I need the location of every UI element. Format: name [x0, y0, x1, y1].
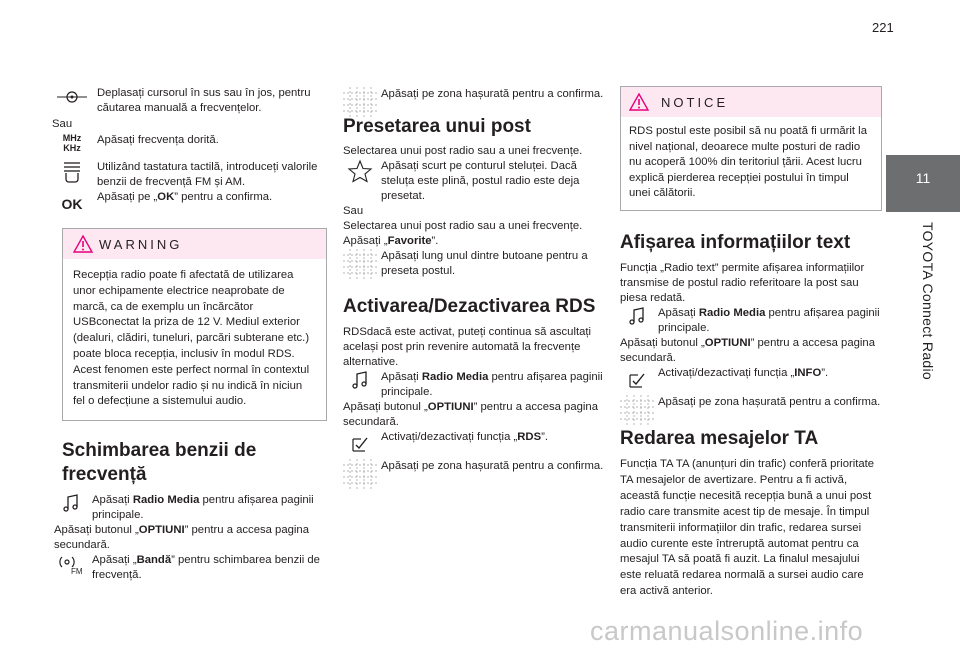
preset-star-text: Apăsați scurt pe conturul steluței. Dacă steluța este plină, postul radio este deja presetat. — [381, 160, 580, 202]
heading-rds: Activarea/Dezactivarea RDS — [343, 296, 596, 317]
band-step-3: Apăsați „Bandă” pentru schimbarea benzii de frecvență. — [92, 554, 320, 582]
rds-step-3: Activați/dezactivați funcția „RDS”. — [381, 431, 549, 443]
info-step-3: Activați/dezactivați funcția „INFO”. — [658, 366, 829, 379]
music-note-icon — [620, 306, 654, 331]
sau-label: Sau — [52, 118, 73, 130]
heading-info: Afișarea informațiilor text — [620, 231, 851, 253]
heading-preset: Presetarea unui post — [343, 116, 531, 137]
star-outline-icon — [343, 159, 377, 188]
info-confirm: Apăsați pe zona hașurată pentru a confirma. — [658, 395, 881, 408]
chapter-number: 11 — [915, 170, 931, 186]
shaded-area-icon — [343, 249, 377, 284]
step-keyboard: Utilizând tastatura tactilă, introduceți valorile benzii de frecvență FM și AM. — [97, 161, 318, 188]
shaded-area-icon — [343, 87, 377, 122]
info-step-2: Apăsați butonul „OPTIUNI” pentru a accesa pagina secundară. — [620, 336, 875, 364]
ok-icon: OK — [61, 196, 83, 212]
ta-text: Funcția TA TA (anunțuri din trafic) conferă prioritate TA mesajelor de avertizare. Pentru a fi activă, această funcție necesită recepția bună a unui post radio care transmite acest tip de mesaje. În timpul transmiterii informațiilor din trafic, redarea sursei audio curente este întreruptă automat pentru ca mesajul TA să poată fi auzit. La finalul mesajului este reluată redarea normală a sursei audio care era activă anterior. — [620, 457, 875, 598]
shaded-confirm-1: Apăsați pe zona hașurată pentru a confirma. — [381, 88, 604, 100]
checkbox-icon — [620, 370, 654, 395]
rds-confirm: Apăsați pe zona hașurată pentru a confirma. — [381, 460, 604, 472]
shaded-area-icon — [620, 395, 654, 430]
notice-title: NOTICE — [661, 95, 729, 110]
band-step-1: Apăsați Radio Media pentru afișarea paginii principale. — [92, 494, 314, 522]
heading-ta: Redarea mesajelor TA — [620, 427, 819, 449]
shaded-area-icon — [343, 459, 377, 494]
notice-text: RDS postul este posibil să nu poată fi urmărit la nivel național, deoarece multe posturi de radio nu acoperă 100% din teritoriul țării. Acest lucru explică pierderea recepției postului în timpul unei călătorii. — [629, 125, 867, 200]
info-intro: Funcția „Radio text” permite afișarea informațiilor transmise de postul radio referitoare la post sau piesa redată. — [620, 261, 865, 304]
rds-step-1: Apăsați Radio Media pentru afișarea paginii principale. — [381, 371, 603, 398]
warning-title: WARNING — [99, 237, 183, 252]
warning-text: Recepția radio poate fi afectată de utilizarea unor echipamente electrice neaprobate de marcă, ca de exemplu un încărcător USBconectat la priza de 12 V. Mediul exterior (dealuri, clădiri, tuneluri, parcări subterane etc.) poate bloca recepția, inclusiv în modul RDS. Acest fenomen este perfect normal în contextul transmiterii undelor radio și nu indică în niciun fel o defecțiune a sistemului audio. — [73, 269, 310, 408]
rds-step-2: Apăsați butonul „OPTIUNI” pentru a accesa pagina secundară. — [343, 401, 598, 428]
svg-text:FM: FM — [71, 567, 83, 576]
step-ok: Apăsați pe „OK” pentru a confirma. — [97, 191, 273, 203]
checkbox-icon — [343, 434, 377, 459]
music-note-icon — [343, 370, 377, 395]
crosshair-icon — [52, 86, 92, 113]
step-frequency: Apăsați frecvența dorită. — [97, 134, 219, 146]
notice-box — [620, 86, 882, 211]
watermark: carmanualsonline.info — [590, 616, 864, 646]
rds-intro: RDSdacă este activat, puteți continua să ascultați același post prin revenire automată la frecvențe alternative. — [343, 326, 592, 368]
preset-intro-2: Selectarea unui post radio sau a unei frecvențe. — [343, 220, 583, 232]
chapter-label: TOYOTA Connect Radio — [920, 222, 936, 380]
column-3 — [620, 86, 882, 600]
heading-band: Schimbarea benzii de frecvență — [62, 440, 257, 486]
fm-band-icon — [54, 553, 88, 580]
notice-triangle-icon — [629, 93, 649, 116]
info-step-1: Apăsați Radio Media pentru afișarea paginii principale. — [658, 306, 880, 334]
column-1 — [52, 86, 327, 583]
column-2 — [343, 87, 605, 474]
preset-long-press: Apăsați lung unul dintre butoane pentru a preseta postul. — [381, 250, 588, 277]
keyboard-icon — [52, 160, 92, 189]
page-number: 221 — [872, 20, 894, 35]
band-step-2: Apăsați butonul „OPTIUNI” pentru a accesa pagina secundară. — [54, 524, 309, 552]
music-note-icon — [54, 493, 88, 518]
preset-intro: Selectarea unui post radio sau a unei frecvențe. — [343, 145, 583, 157]
mhz-khz-icon: MHz KHz — [62, 133, 82, 153]
warning-box — [62, 228, 327, 421]
favorite-step: Apăsați „Favorite”. — [343, 235, 439, 247]
step-cursor: Deplasați cursorul în sus sau în jos, pentru căutarea manuală a frecvențelor. — [97, 87, 311, 114]
warning-triangle-icon — [73, 235, 93, 258]
sau-label-2: Sau — [343, 205, 364, 217]
